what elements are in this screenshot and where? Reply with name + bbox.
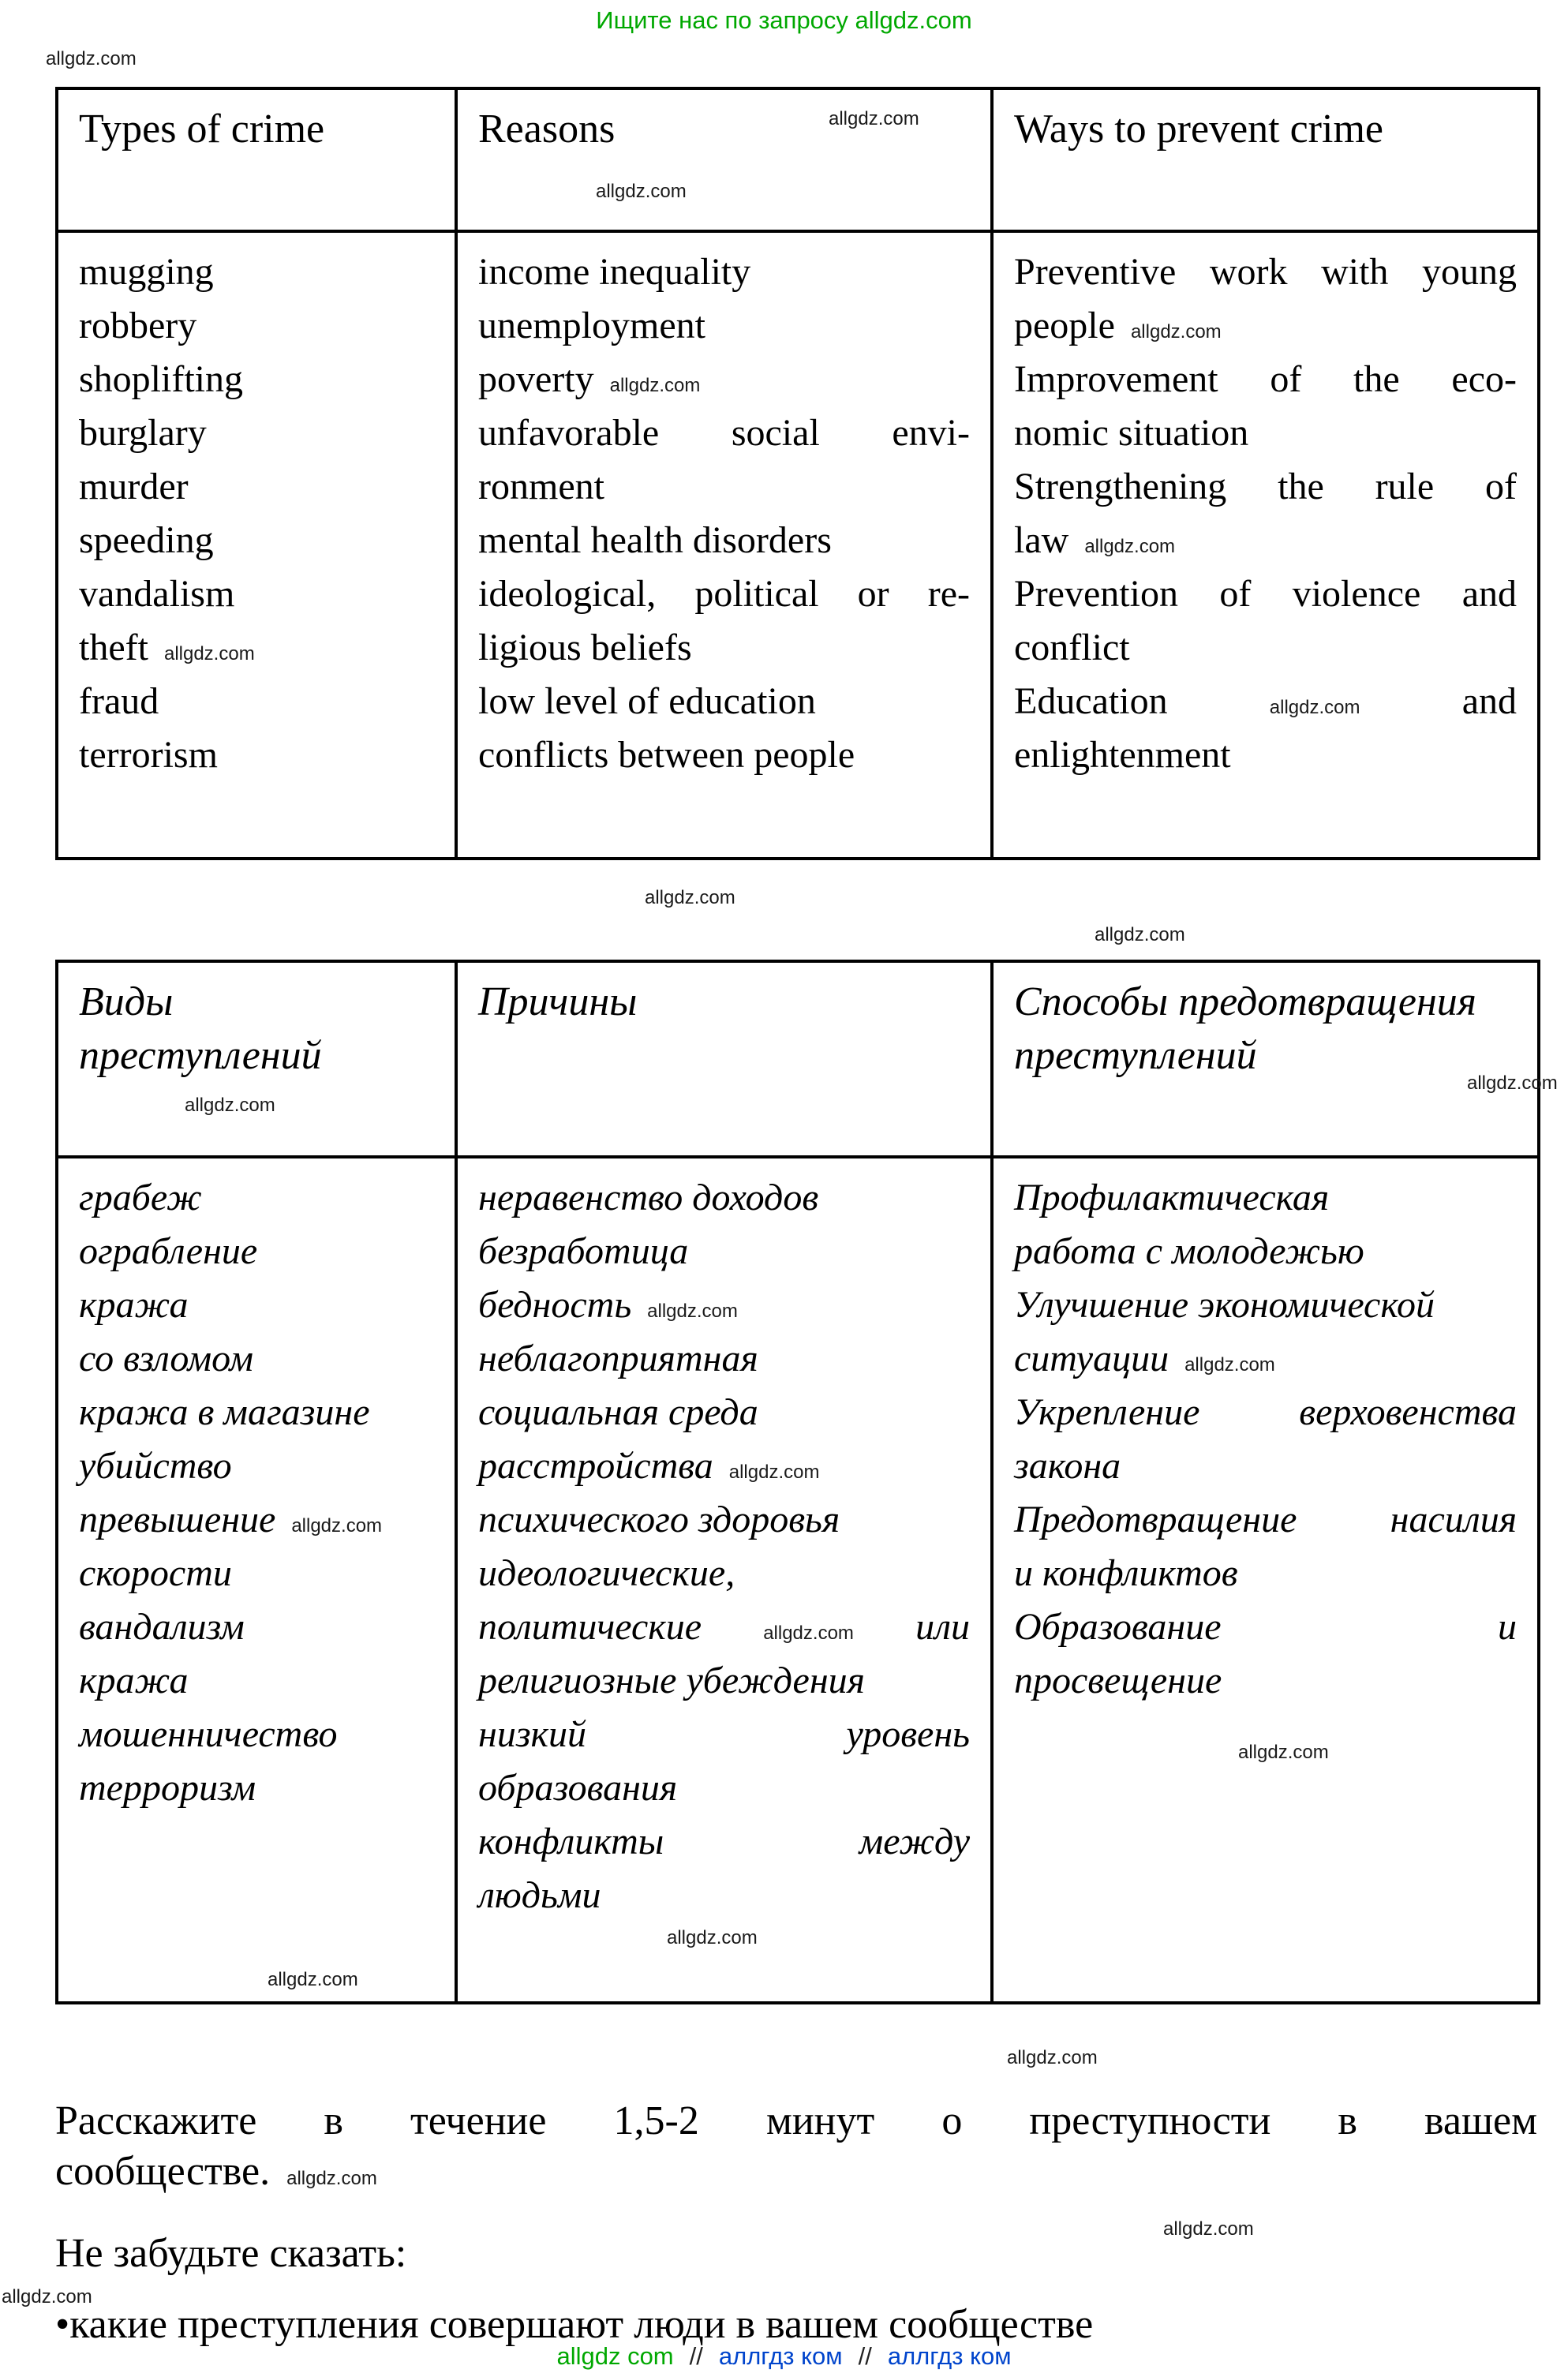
text-line: вандализм [79, 1606, 245, 1648]
watermark: allgdz.com [596, 181, 687, 202]
watermark: allgdz.com [1130, 321, 1222, 342]
en-reasons-list-cell [456, 231, 992, 859]
text-line: law allgdz.com [1014, 519, 1176, 561]
watermark: allgdz.com [291, 1515, 383, 1536]
text-line: Профилактическая [1014, 1177, 1330, 1218]
watermark: allgdz.com [268, 1968, 358, 1990]
task-paragraph [55, 2096, 1537, 2197]
footer-link-allgdz[interactable]: allgdz com [556, 2342, 674, 2370]
text-line: Strengthening the rule of [1014, 466, 1517, 507]
watermark: allgdz.com [647, 1301, 738, 1322]
ru-reasons-list-cell [456, 1157, 992, 2003]
text-line: низкий уровень [478, 1713, 970, 1755]
text-line: со взломом [79, 1338, 253, 1379]
ru-types-list-cell [57, 1157, 456, 2003]
watermark: allgdz.com [1084, 536, 1176, 557]
task-text-block [55, 2096, 1537, 2350]
text-line: конфликты между [478, 1821, 970, 1862]
text-line: и конфликтов [1014, 1552, 1238, 1594]
text-line: психического здоровья [478, 1499, 840, 1540]
text-line: кража [79, 1660, 189, 1701]
text-line: расстройства allgdz.com [478, 1445, 820, 1487]
text-line: работа с молодежью [1014, 1230, 1364, 1272]
text-line: ronment [478, 466, 604, 507]
text-line: религиозные убеждения [478, 1660, 865, 1701]
text-line: терроризм [79, 1767, 256, 1809]
watermark: allgdz.com [286, 2168, 377, 2189]
text-line: murder [79, 466, 189, 507]
watermark: allgdz.com [763, 1623, 854, 1644]
text-line: burglary [79, 412, 207, 454]
watermark: allgdz.com [645, 887, 735, 908]
text-line: социальная среда [478, 1391, 758, 1433]
text-line: Preventive work with young [1014, 251, 1517, 293]
footer-links [0, 2342, 1568, 2371]
text-line: безработица [478, 1230, 689, 1272]
ru-ways-list-cell [992, 1157, 1539, 2003]
text-line: Способы предотвращения [1014, 979, 1476, 1024]
en-header-reasons-cell [456, 88, 992, 231]
text-line: terrorism [79, 734, 218, 776]
text-line: Prevention of violence and [1014, 573, 1517, 615]
text-line: преступлений [79, 1033, 322, 1078]
text-line: Укрепление верховенства [1014, 1391, 1517, 1433]
crime-table-english [55, 87, 1540, 860]
text-line: неравенство доходов [478, 1177, 819, 1218]
text-line: enlightenment [1014, 734, 1231, 776]
text-line: theft allgdz.com [79, 627, 255, 668]
text-line: превышение allgdz.com [79, 1499, 383, 1540]
ru-header-ways-cell [992, 961, 1558, 1157]
text-line: unemployment [478, 305, 705, 346]
text-line: Education allgdz.com and [1014, 680, 1517, 722]
en-ways-list-cell [992, 231, 1539, 859]
footer-separator: // [689, 2342, 703, 2370]
text-line: income inequality [478, 251, 751, 293]
en-header-ways-label: Ways to prevent crime [1014, 107, 1383, 152]
text-line: Образование и [1014, 1606, 1517, 1648]
text-line: Предотвращение насилия [1014, 1499, 1517, 1540]
text-line: людьми [478, 1874, 601, 1916]
text-line: Improvement of the eco- [1014, 358, 1517, 400]
text-line: low level of education [478, 680, 816, 722]
watermark: allgdz.com [1095, 924, 1185, 945]
text-line: бедность allgdz.com [478, 1284, 738, 1326]
text-line: unfavorable social envi- [478, 412, 970, 454]
footer-link-allgdz-ru-1[interactable]: аллгдз ком [718, 2342, 843, 2370]
en-header-ways-cell [992, 88, 1539, 231]
watermark: allgdz.com [609, 375, 701, 396]
site-banner: Ищите нас по запросу allgdz.com [596, 6, 972, 34]
text-line: идеологические, [478, 1552, 735, 1594]
text-line: убийство [79, 1445, 232, 1487]
text-line: скорости [79, 1552, 232, 1594]
watermark: allgdz.com [1184, 1354, 1275, 1376]
text-line: кража [79, 1284, 189, 1326]
watermark: allgdz.com [1007, 2047, 1098, 2068]
text-line: неблагоприятная [478, 1338, 758, 1379]
watermark: allgdz.com [829, 108, 919, 129]
text-line: nomic situation [1014, 412, 1249, 454]
text-line: Улучшение экономической [1014, 1284, 1435, 1326]
watermark: allgdz.com [185, 1095, 275, 1116]
watermark: allgdz.com [667, 1927, 758, 1948]
text-line: ситуации allgdz.com [1014, 1338, 1275, 1379]
en-body-row [57, 231, 1539, 859]
text-line: shoplifting [79, 358, 244, 400]
text-line: образования [478, 1767, 678, 1809]
text-line: poverty allgdz.com [478, 358, 701, 400]
text-line: ideological, political or re- [478, 573, 970, 615]
text-line: conflict [1014, 627, 1130, 668]
text-line: Виды [79, 979, 174, 1024]
footer-link-allgdz-ru-2[interactable]: аллгдз ком [887, 2342, 1012, 2370]
crime-table-russian [55, 960, 1558, 2004]
text-line: просвещение [1014, 1660, 1222, 1701]
ru-header-types-cell [57, 961, 456, 1157]
en-header-reasons-label: Reasons [478, 107, 616, 152]
text-line: speeding [79, 519, 214, 561]
text-line: мошенничество [79, 1713, 338, 1755]
text-line: mental health disorders [478, 519, 832, 561]
watermark: allgdz.com [46, 48, 137, 69]
footer-separator: // [858, 2342, 872, 2370]
text-line: vandalism [79, 573, 235, 615]
text-line: грабеж [79, 1177, 202, 1218]
watermark: allgdz.com [1163, 2218, 1254, 2240]
watermark: allgdz.com [1238, 1742, 1329, 1763]
en-header-types-cell [57, 88, 456, 231]
ru-body-row [57, 1157, 1539, 2003]
dont-forget-line: Не забудьте сказать: [55, 2231, 407, 2276]
text-line: кража в магазине [79, 1391, 370, 1433]
text-line: ограбление [79, 1230, 258, 1272]
bullet-line: •какие преступления совершают люди в вашем сообществе [55, 2302, 1094, 2347]
watermark: allgdz.com [163, 643, 255, 664]
text-line: сообществе. allgdz.com [55, 2149, 377, 2194]
watermark: allgdz.com [1467, 1072, 1558, 1094]
text-line: закона [1014, 1445, 1121, 1487]
watermark: allgdz.com [728, 1462, 820, 1483]
text-line: Расскажите в течение 1,5-2 минут о преступности в вашем [55, 2098, 1537, 2143]
text-line: политические allgdz.com или [478, 1606, 970, 1648]
en-header-types-label: Types of crime [79, 107, 325, 152]
text-line: fraud [79, 680, 159, 722]
text-line: ligious beliefs [478, 627, 692, 668]
text-line: robbery [79, 305, 197, 346]
ru-header-row [57, 961, 1539, 1157]
text-line: преступлений [1014, 1033, 1257, 1078]
text-line: Причины [478, 979, 638, 1024]
ru-header-reasons-cell [456, 961, 992, 1157]
en-types-list-cell [57, 231, 456, 859]
text-line: people allgdz.com [1014, 305, 1222, 346]
en-header-row [57, 88, 1539, 231]
text-line: mugging [79, 251, 214, 293]
watermark: allgdz.com [1269, 697, 1360, 718]
text-line: conflicts between people [478, 734, 855, 776]
watermark: allgdz.com [2, 2286, 92, 2307]
